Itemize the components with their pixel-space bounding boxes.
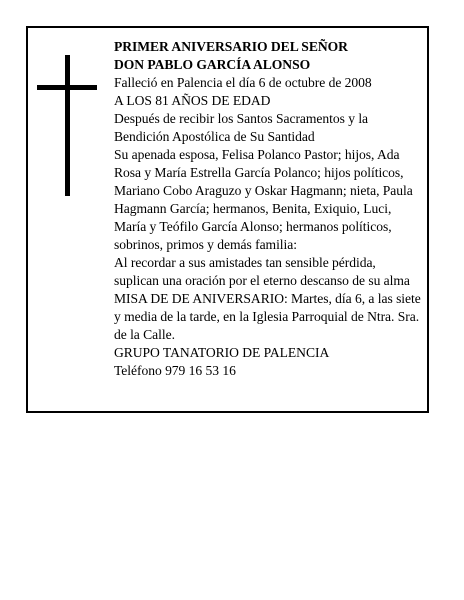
phone-number: Teléfono 979 16 53 16 <box>114 363 236 378</box>
notice-title-line-2: DON PABLO GARCÍA ALONSO <box>114 57 311 72</box>
notice-body <box>114 38 424 380</box>
cross-horizontal-bar <box>37 85 97 90</box>
death-info: Falleció en Palencia el día 6 de octubre de 2008 <box>114 75 372 90</box>
mass-info: MISA DE DE ANIVERSARIO: Martes, día 6, a las siete y media de la tarde, en la Iglesia Parroquial de Ntra. Sra. de la Calle. <box>114 291 421 342</box>
sacraments-text: Después de recibir los Santos Sacramentos y la Bendición Apostólica de Su Santidad <box>114 111 369 144</box>
age-at-death: A LOS 81 AÑOS DE EDAD <box>114 93 271 108</box>
prayer-request: Al recordar a sus amistades tan sensible pérdida, suplican una oración por el eterno descanso de su alma <box>114 255 410 288</box>
funeral-home: GRUPO TANATORIO DE PALENCIA <box>114 345 330 360</box>
family-list: Su apenada esposa, Felisa Polanco Pastor; hijos, Ada Rosa y María Estrella García Polanco; hijos políticos, Mariano Cobo Araguzo y Oskar Hagmann; nieta, Paula Hagmann García; hermanos, Benita, Exiquio, Luci, María y Teófilo García Alonso; hermanos políticos, sobrinos, primos y demás familia: <box>114 147 413 252</box>
cross-vertical-bar <box>65 55 70 196</box>
notice-title-line-1: PRIMER ANIVERSARIO DEL SEÑOR <box>114 39 348 54</box>
